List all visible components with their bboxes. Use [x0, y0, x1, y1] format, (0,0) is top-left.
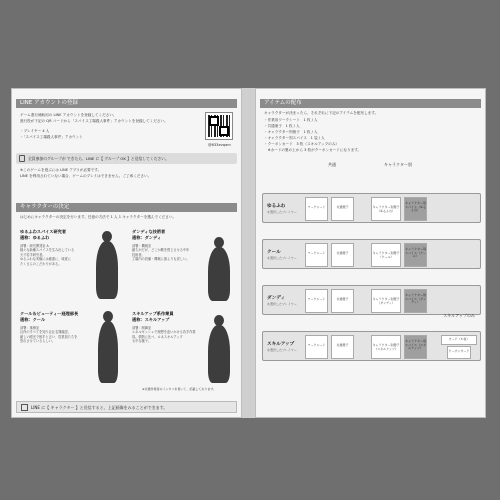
row-label: ゆるふわ [267, 204, 286, 209]
character-desc: 厳ちがだが、どこか敷を感じさせる中年 [132, 248, 190, 253]
line-text-3: ・プレイヤー 4 人 [20, 129, 50, 133]
character-spice-card: キャラクター別スパイス（クール） [404, 243, 427, 267]
character-spice-card: キャラクター別スパイス（スキルアップ） [404, 335, 427, 359]
footer-text: LINE に【 キャラクター 】と送信すると、上記画像をみることができます。 [31, 405, 168, 410]
character-alias: 通称：ゆるふわ [20, 235, 50, 240]
character-yurufuwa [20, 229, 74, 266]
row-label: ダンディ [267, 296, 286, 301]
silhouette-dandy-icon [208, 247, 230, 301]
character-spice-card: キャラクター別スパイス（ゆるふわ） [404, 197, 427, 221]
character-desc: 員。情熱に比べ、ロネスキルアップ [132, 334, 183, 339]
character-desc: 恐れさせているらしい。 [20, 339, 56, 344]
character-desc: エネルギッシュで理想を追いかける若手作業 [132, 330, 196, 335]
character-title: ダンディな技術者 [132, 229, 166, 234]
common-booklet-card: 共通冊子 [331, 197, 354, 221]
character-cool [20, 311, 78, 344]
row-sublabel: を選択したプレイヤー [267, 348, 297, 352]
silhouette-yurufuwa-icon [96, 241, 118, 299]
worksheet-card: ワークシート [305, 243, 328, 267]
row-sublabel: を選択したプレイヤー [267, 256, 297, 260]
qr-code-icon [206, 113, 232, 139]
group-ok-callout [16, 153, 237, 164]
common-booklet-card: 共通冊子 [331, 289, 354, 313]
line-text-4: ・「スパイス工場殺人事件」アカウント [20, 135, 83, 139]
char-intro: はじめにキャラクターの決定を行います。任意の方法で 1 人 1 キャラクターを選んでください。 [20, 215, 177, 219]
character-desc: 様々な新種スパイスを生み出している [20, 248, 75, 253]
line-text-1: ゲーム進行補助用の LINE アカウントを登録してください。 [20, 113, 117, 117]
callout-text: 全員参加のグループが できたら、LINE に【 グループ OK 】と送信してください。 [28, 156, 169, 161]
character-skillup [132, 311, 196, 344]
phone-icon [21, 404, 28, 411]
character-booklet-card: キャラクター別冊子（ゆるふわ） [371, 197, 401, 221]
common-booklet-card: 共通冊子 [331, 335, 354, 359]
character-booklet-card: キャラクター別冊子（スキルアップ） [371, 335, 401, 359]
character-desc: 部署：機械室 [132, 244, 152, 248]
items-text-3: ・共通冊子 1 枚 / 人 [264, 124, 300, 128]
right-page [255, 88, 486, 418]
qr-id: @633evqam [208, 143, 231, 147]
row-yurufuwa [262, 193, 481, 223]
character-title: ゆるふわスパイス研究者 [20, 229, 67, 234]
row-sublabel: を選択したプレイヤー [267, 210, 297, 214]
left-page [11, 88, 242, 418]
character-booklet-card: キャラクター別冊子（ダンディ） [371, 289, 401, 313]
coupon-card: クーポンカード [447, 346, 471, 359]
character-desc: も中な様子。 [132, 339, 152, 344]
character-desc: 厳しい眼光で相手と言い、従業員たちを [20, 334, 78, 339]
row-cool [262, 239, 481, 269]
character-spice-card: キャラクター別スパイス（ダンディ） [404, 289, 427, 313]
note-2: LINE を利用されていない場合、ゲームのプレイはできません。ご了承ください。 [20, 174, 152, 178]
character-desc: ゆるふわな実験には厳重に、味覚に [20, 257, 71, 262]
header-common: 共通 [328, 162, 336, 167]
character-desc: 社内のすべてを知り社社名簿確認。 [20, 330, 71, 335]
character-title: スキルアップ系作業員 [132, 311, 174, 316]
character-desc: 部署：事務室 [20, 326, 40, 330]
common-booklet-card: 共通冊子 [331, 243, 354, 267]
worksheet-card: ワークシート [305, 335, 328, 359]
items-text-2: ・作業用ワークシート 1 枚 / 人 [264, 118, 318, 122]
character-footnote: ※共通作業者のインタリを書いて、記載しております。 [142, 387, 217, 391]
card-count-card: カード（3 枚） [441, 335, 477, 345]
character-alias: 通称：スキルアップ [132, 317, 170, 322]
row-skillup [262, 331, 481, 361]
line-footer [16, 401, 237, 413]
character-desc: 部署：制御室 [132, 326, 152, 330]
character-desc: 部署：研究開発室 A [20, 244, 49, 248]
character-booklet-card: キャラクター別冊子（クール） [371, 243, 401, 267]
line-section-header: LINE アカウントの登録 [16, 99, 237, 108]
row-sublabel: を選択したプレイヤー [267, 302, 297, 306]
character-desc: 技術者。 [132, 252, 145, 257]
character-alias: 通称：クール [20, 317, 46, 322]
book-gutter [242, 88, 255, 418]
header-character: キャラクター別 [384, 162, 412, 167]
char-section-header: キャラクターの決定 [16, 203, 237, 212]
silhouette-skillup-icon [208, 325, 230, 383]
worksheet-card: ワークシート [305, 289, 328, 313]
header-skillup-only: スキルアップのみ [443, 313, 475, 318]
character-desc: 天才若手研究者。 [20, 252, 46, 257]
row-dandy [262, 285, 481, 315]
character-desc: 工場内の設備・機械に誰よりも詳しい。 [132, 257, 190, 262]
row-label: クール [267, 250, 281, 255]
character-alias: 通称：ダンディ [132, 235, 162, 240]
items-text-6: ・クーポンカード 3 枚（スキルアップのみ） [264, 142, 340, 146]
items-text-7: ※カードの裏の上から 3 枚がクーポンカードになります。 [264, 148, 362, 152]
items-text-4: ・キャラクター別冊子 1 枚 / 人 [264, 130, 318, 134]
items-text-5: ・キャラクター別スパイス 1 袋 / 人 [264, 136, 325, 140]
character-title: クール＆ビューティー経理部長 [20, 311, 79, 316]
items-section-header: アイテムの配布 [260, 99, 481, 108]
character-dandy [132, 229, 189, 262]
silhouette-cool-icon [98, 321, 118, 383]
character-desc: たくさんのこだわりがある。 [20, 261, 62, 266]
line-text-2: 進行役が下記の QR コードから「スパイス工場殺人事件」アカウントを登録してください。 [20, 119, 168, 123]
items-text-1: キャラクターが決まったら、それぞれに下記のアイテムを配布します。 [264, 111, 379, 115]
row-label: スキルアップ [267, 342, 295, 347]
phone-icon [19, 155, 25, 162]
worksheet-card: ワークシート [305, 197, 328, 221]
items-table [262, 161, 481, 381]
note-1: ※このゲームを遊ぶには LINE アプリが必要です。 [20, 168, 102, 172]
